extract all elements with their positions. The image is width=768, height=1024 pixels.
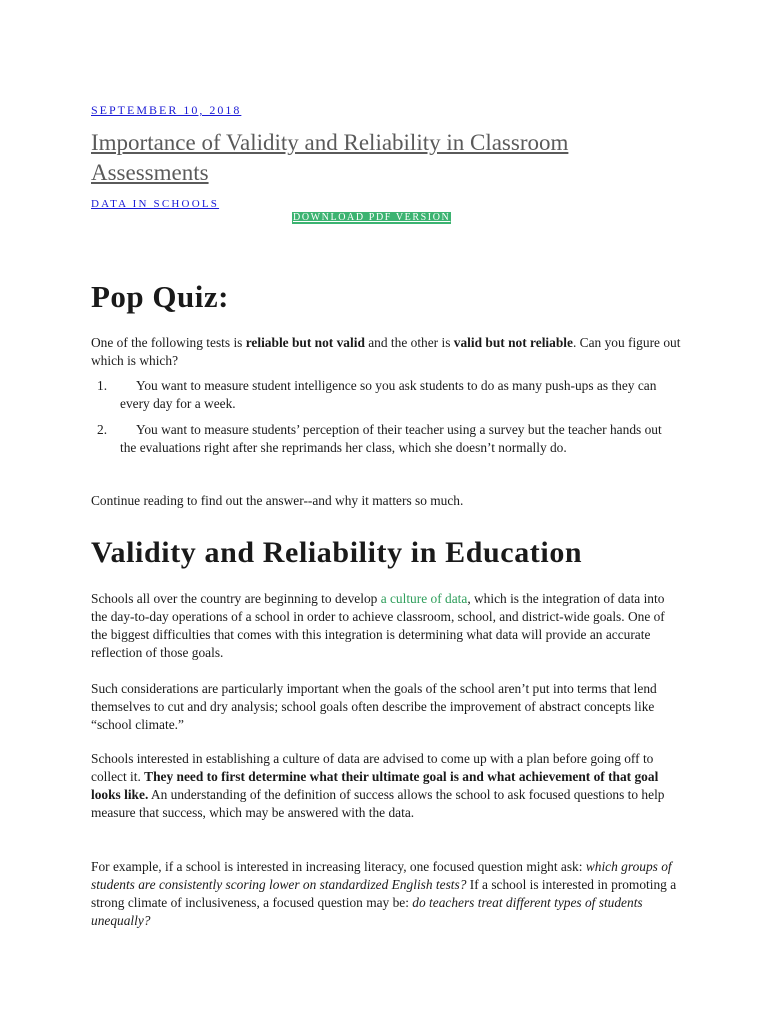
paragraph-text: An understanding of the definition of success allows the school to ask focused questions to help measure that success, which may be answered with the data. bbox=[91, 787, 665, 820]
intro-text: One of the following tests is bbox=[91, 335, 246, 350]
paragraph-text: For example, if a school is interested in increasing literacy, one focused question might ask: bbox=[91, 859, 586, 874]
intro-text: and the other is bbox=[364, 335, 454, 350]
list-item-number: 2. bbox=[97, 422, 108, 437]
list-item-text: You want to measure students’ perception of their teacher using a survey but the teacher hands out the evaluations right after she reprimands her class, which she doesn’t normally do. bbox=[120, 422, 662, 455]
pop-quiz-intro bbox=[91, 334, 681, 370]
category-link[interactable]: DATA IN SCHOOLS bbox=[91, 198, 220, 210]
post-date-link[interactable]: SEPTEMBER 10, 2018 bbox=[91, 103, 242, 117]
post-title[interactable]: Importance of Validity and Reliability in Classroom Assessments bbox=[91, 130, 569, 185]
pop-quiz-heading: Pop Quiz: bbox=[91, 279, 229, 314]
paragraph-text: Schools all over the country are beginning to develop bbox=[91, 591, 381, 606]
continue-reading-text: Continue reading to find out the answer--and why it matters so much. bbox=[91, 493, 464, 508]
paragraph-4 bbox=[91, 858, 681, 930]
section-heading: Validity and Reliability in Education bbox=[91, 536, 583, 569]
intro-bold-valid: valid but not reliable bbox=[453, 335, 573, 350]
paragraph-italic: do teachers treat different types of students unequally? bbox=[91, 895, 643, 928]
paragraph-text: , which is the integration of data into the day-to-day operations of a school in order to achieve classroom, school, and district-wide goals. One of the biggest difficulties that comes with this integration is determining what data will provide an accurate reflection of those goals. bbox=[91, 591, 665, 660]
paragraph-text: Schools interested in establishing a culture of data are advised to come up with a plan before going off to collect it. bbox=[91, 751, 654, 784]
quiz-list bbox=[91, 377, 681, 457]
paragraph-3 bbox=[91, 750, 681, 822]
culture-of-data-link[interactable]: a culture of data bbox=[380, 591, 468, 606]
list-item bbox=[91, 421, 681, 457]
list-item-text: You want to measure student intelligence so you ask students to do as many push-ups as they can every day for a week. bbox=[120, 378, 657, 411]
paragraph-bold: They need to first determine what their ultimate goal is and what achievement of that goal looks like. bbox=[91, 769, 659, 802]
download-pdf-button[interactable]: DOWNLOAD PDF VERSION bbox=[293, 212, 451, 223]
paragraph-1 bbox=[91, 590, 681, 662]
paragraph-italic: which groups of students are consistently scoring lower on standardized English tests? bbox=[91, 859, 672, 892]
list-item bbox=[91, 377, 681, 413]
paragraph-text: If a school is interested in promoting a strong climate of inclusiveness, a focused question may be: bbox=[91, 877, 677, 910]
paragraph-2: Such considerations are particularly important when the goals of the school aren’t put into terms that lend themselves to cut and dry analysis; school goals often describe the improvement of abstract concepts like “school climate.” bbox=[91, 681, 657, 732]
intro-text: . Can you figure out which is which? bbox=[91, 335, 681, 368]
list-item-number: 1. bbox=[97, 378, 108, 393]
intro-bold-reliable: reliable but not valid bbox=[245, 335, 365, 350]
